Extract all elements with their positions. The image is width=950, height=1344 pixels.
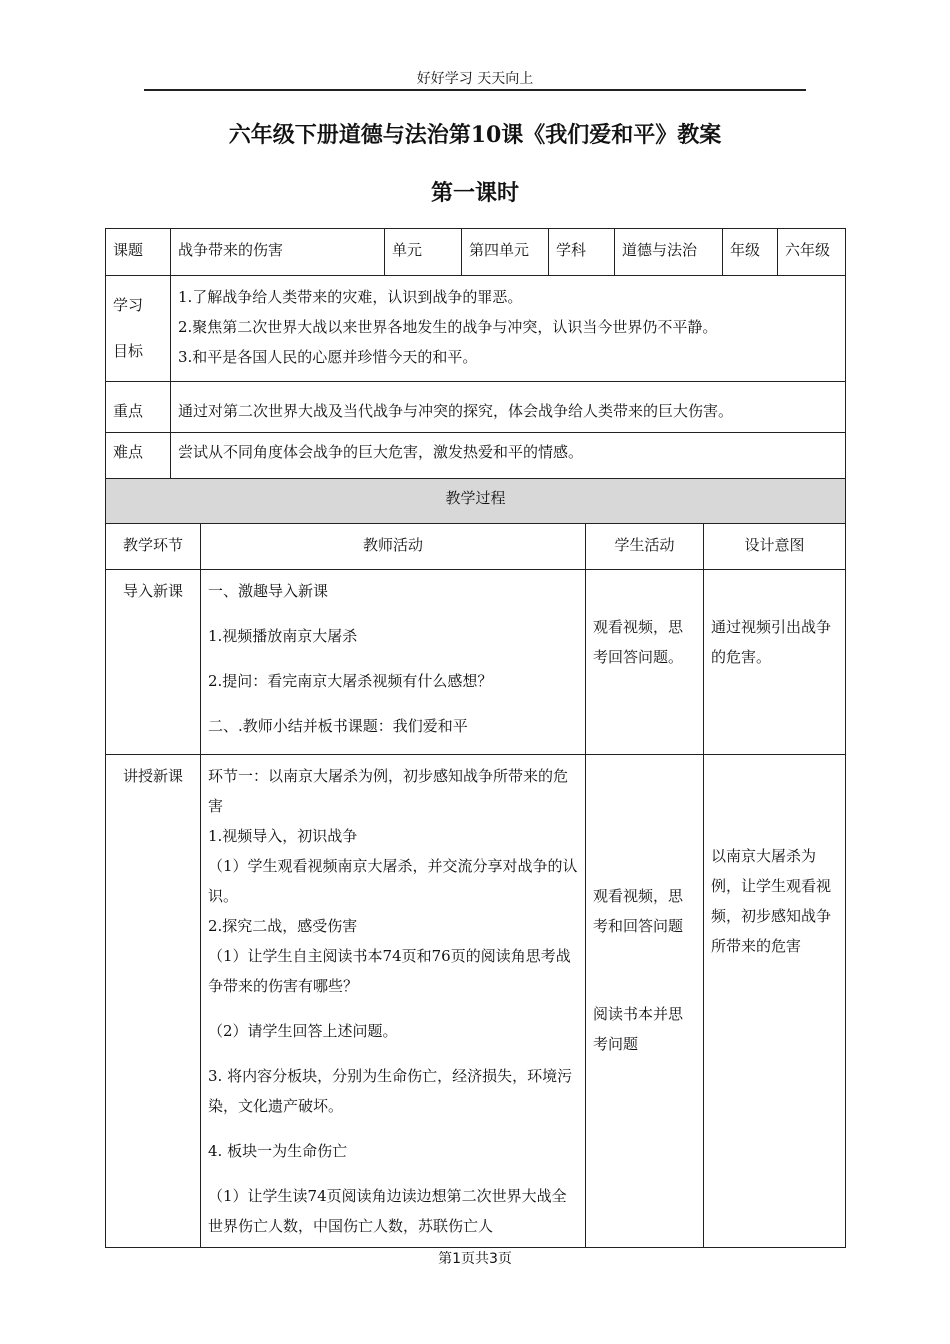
subject-value: 道德与法治: [615, 229, 723, 276]
key-point-text: 通过对第二次世界大战及当代战争与冲突的探究，体会战争给人类带来的巨大伤害。: [171, 382, 846, 433]
page-footer: 第1页共3页: [438, 1251, 512, 1267]
activity-line: （1）让学生读74页阅读角边读边想第二次世界大战全世界伤亡人数，中国伤亡人数，苏联伤亡人: [208, 1187, 567, 1235]
grade-label: 年级: [723, 229, 778, 276]
activity-line: 1.视频导入，初识战争: [208, 827, 358, 845]
column-header: 设计意图: [704, 524, 846, 570]
topic-value: 战争带来的伤害: [171, 229, 385, 276]
intro-student-activity: 观看视频，思考回答问题。: [586, 570, 704, 755]
activity-line: 环节一：以南京大屠杀为例，初步感知战争所带来的危害: [208, 767, 569, 815]
grade-value: 六年级: [778, 229, 846, 276]
activity-line: 阅读书本并思考问题: [593, 1005, 684, 1053]
unit-label: 单元: [385, 229, 462, 276]
document-title: 六年级下册道德与法治第10课《我们爱和平》教案: [228, 122, 722, 148]
difficulty-label: 难点: [106, 433, 171, 480]
objective-item: 3.和平是各国人民的心愿并珍惜今天的和平。: [178, 348, 478, 366]
lesson-teacher-activity: [201, 755, 586, 1248]
activity-line: （1）让学生自主阅读书本74页和76页的阅读角思考战争带来的伤害有哪些？: [208, 947, 571, 995]
activity-line: 二、.教师小结并板书课题：我们爱和平: [208, 717, 468, 735]
objectives-content: [171, 276, 846, 382]
objectives-label-line2: 目标: [113, 342, 144, 360]
activity-line: 一、激趣导入新课: [208, 582, 329, 600]
objectives-label-line1: 学习: [113, 296, 144, 314]
objective-item: 2.聚焦第二次世界大战以来世界各地发生的战争与冲突，认识当今世界仍不平静。: [178, 318, 718, 336]
activity-line: 1.视频播放南京大屠杀: [208, 627, 358, 645]
lesson-design-intent: 以南京大屠杀为例，让学生观看视频，初步感知战争所带来的危害: [704, 755, 846, 1248]
page-header: 好好学习 天天向上: [416, 71, 534, 87]
activity-line: （2）请学生回答上述问题。: [208, 1022, 398, 1040]
document-subtitle: 第一课时: [430, 180, 519, 206]
column-header: 学生活动: [586, 524, 704, 570]
lesson-student-activity: [586, 755, 704, 1248]
key-point-label: 重点: [106, 382, 171, 433]
topic-label: 课题: [106, 229, 171, 276]
objectives-label: [106, 276, 171, 382]
activity-line: （1）学生观看视频南京大屠杀，并交流分享对战争的认识。: [208, 857, 578, 905]
lesson-info-table: [105, 228, 846, 480]
intro-design-intent: 通过视频引出战争的危害。: [704, 570, 846, 755]
lesson-stage: 讲授新课: [106, 755, 201, 1248]
column-header: 教师活动: [201, 524, 586, 570]
teaching-process-table: [105, 478, 846, 1248]
process-title: 教学过程: [106, 479, 846, 524]
intro-stage: 导入新课: [106, 570, 201, 755]
unit-value: 第四单元: [462, 229, 549, 276]
activity-line: 2.探究二战，感受伤害: [208, 917, 358, 935]
difficulty-text: 尝试从不同角度体会战争的巨大危害，激发热爱和平的情感。: [171, 433, 846, 480]
intro-teacher-activity: [201, 570, 586, 755]
activity-line: 观看视频，思考和回答问题: [593, 887, 684, 935]
activity-line: 4. 板块一为生命伤亡: [208, 1142, 348, 1160]
header-rule: [144, 89, 806, 91]
column-header: 教学环节: [106, 524, 201, 570]
activity-line: 2.提问：看完南京大屠杀视频有什么感想？: [208, 672, 493, 690]
activity-line: 3. 将内容分板块，分别为生命伤亡，经济损失，环境污染，文化遗产破坏。: [208, 1067, 573, 1115]
objective-item: 1.了解战争给人类带来的灾难，认识到战争的罪恶。: [178, 288, 523, 306]
subject-label: 学科: [549, 229, 615, 276]
